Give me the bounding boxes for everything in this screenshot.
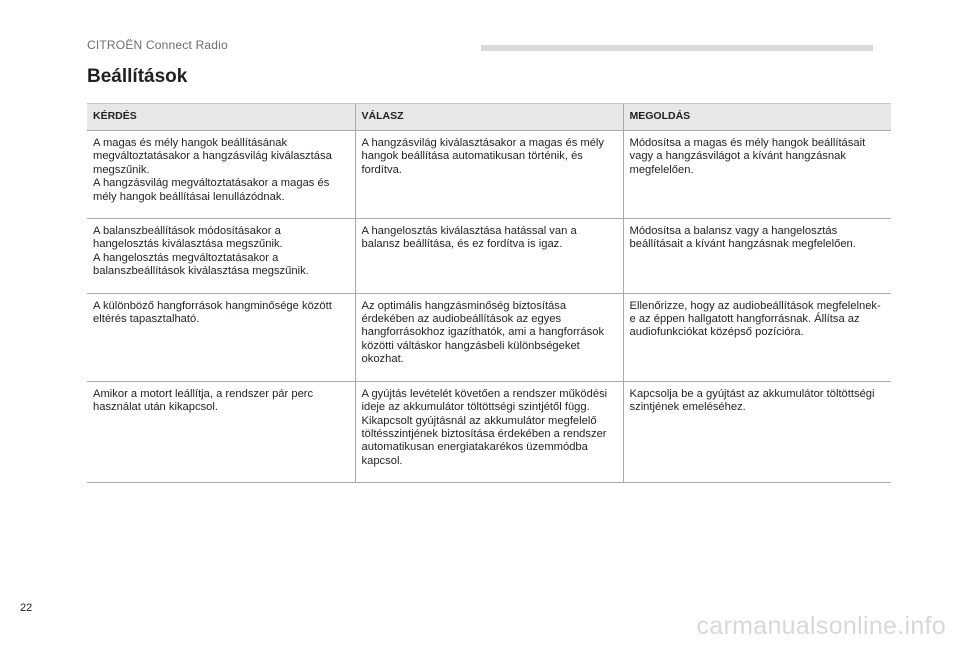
answer-cell: A hangzásvilág kiválasztásakor a magas és mély hangok beállítása automatikusan történik, és fordítva. [355, 131, 623, 219]
table-row [87, 381, 891, 482]
column-header-question: KÉRDÉS [87, 104, 355, 131]
page-number: 22 [20, 602, 33, 614]
solution-cell: Módosítsa a balansz vagy a hangelosztás beállításait a kívánt hangzásnak megfelelően. [623, 219, 891, 294]
table-row [87, 131, 891, 219]
answer-cell: A gyújtás levételét követően a rendszer működési ideje az akkumulátor töltöttségi szintjétől függ. Kikapcsolt gyújtásnál az akkumulátor megfelelő töltésszintjének biztosítása érdekében a rendszer automatikusan energiatakarékos üzemmódba kapcsol. [355, 381, 623, 482]
question-cell: Amikor a motort leállítja, a rendszer pár perc használat után kikapcsol. [87, 381, 355, 482]
watermark: carmanualsonline.info [696, 612, 946, 640]
solution-cell: Ellenőrizze, hogy az audiobeállítások megfelelnek-e az éppen hallgatott hangforrásnak. Állítsa az audiofunkciókat középső pozícióra. [623, 293, 891, 381]
table-row [87, 219, 891, 294]
solution-cell: Kapcsolja be a gyújtást az akkumulátor töltöttségi szintjének emeléséhez. [623, 381, 891, 482]
column-header-answer: VÁLASZ [355, 104, 623, 131]
solution-cell: Módosítsa a magas és mély hangok beállításait vagy a hangzásvilágot a kívánt hangzásnak megfelelően. [623, 131, 891, 219]
table-header-row [87, 104, 891, 131]
header-bar [481, 45, 873, 51]
question-cell: A különböző hangforrások hangminősége között eltérés tapasztalható. [87, 293, 355, 381]
question-cell: A magas és mély hangok beállításának megváltoztatásakor a hangzásvilág kiválasztása megszűnik. A hangzásvilág megváltoztatásakor a magas és mély hangok beállításai lenullázódnak. [87, 131, 355, 219]
manual-header-label: CITROËN Connect Radio [87, 38, 228, 52]
page-title: Beállítások [87, 66, 188, 87]
table-row [87, 293, 891, 381]
question-cell: A balanszbeállítások módosításakor a hangelosztás kiválasztása megszűnik. A hangelosztás megváltoztatásakor a balanszbeállítások kiválasztása megszűnik. [87, 219, 355, 294]
answer-cell: Az optimális hangzásminőség biztosítása érdekében az audiobeállítások az egyes hangforrásokhoz igazíthatók, ami a hangforrások közötti váltáskor hangzásbeli különbségeket okozhat. [355, 293, 623, 381]
column-header-solution: MEGOLDÁS [623, 104, 891, 131]
answer-cell: A hangelosztás kiválasztása hatással van a balansz beállítása, és ez fordítva is igaz. [355, 219, 623, 294]
faq-table [87, 103, 891, 483]
